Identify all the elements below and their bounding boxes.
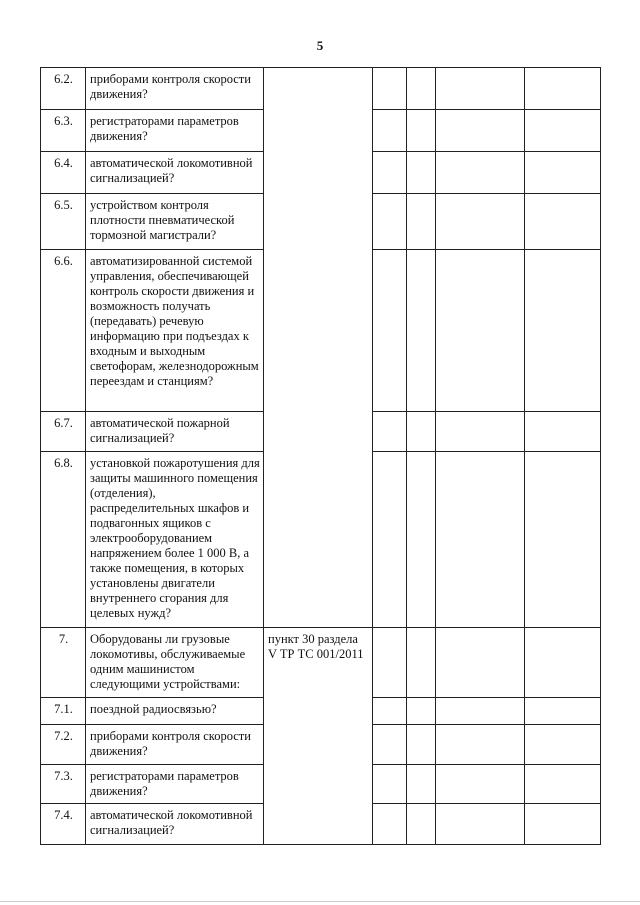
answer-yes-cell[interactable] (373, 698, 407, 725)
notes-cell[interactable] (525, 452, 601, 628)
item-number: 6.4. (41, 152, 86, 194)
page-bottom-edge (0, 901, 640, 902)
answer-na-cell[interactable] (436, 412, 525, 452)
answer-no-cell[interactable] (407, 110, 436, 152)
requirement-text: Оборудованы ли грузовые локомотивы, обслуживаемые одним машинистом следующими устройствами: (86, 628, 264, 698)
notes-cell[interactable] (525, 628, 601, 698)
requirement-text: поездной радиосвязью? (86, 698, 264, 725)
notes-cell[interactable] (525, 152, 601, 194)
notes-cell[interactable] (525, 194, 601, 250)
item-number: 7.3. (41, 765, 86, 804)
requirement-text: автоматической локомотивной сигнализацией? (86, 152, 264, 194)
requirement-text: приборами контроля скорости движения? (86, 725, 264, 765)
answer-na-cell[interactable] (436, 152, 525, 194)
answer-na-cell[interactable] (436, 725, 525, 765)
answer-yes-cell[interactable] (373, 804, 407, 845)
answer-yes-cell[interactable] (373, 194, 407, 250)
notes-cell[interactable] (525, 68, 601, 110)
answer-na-cell[interactable] (436, 110, 525, 152)
page-number: 5 (316, 38, 324, 53)
notes-cell[interactable] (525, 725, 601, 765)
requirement-text: автоматизированной системой управления, обеспечивающей контроль скорости движения и возможность получать (передавать) речевую информацию при подъездах к входным и выходным светофорам, железнодорожным переездам и станциям? (86, 250, 264, 412)
answer-no-cell[interactable] (407, 68, 436, 110)
answer-no-cell[interactable] (407, 698, 436, 725)
reference-cell: пункт 30 раздела V ТР ТС 001/2011 (264, 628, 373, 845)
requirement-text: автоматической локомотивной сигнализацией? (86, 804, 264, 845)
answer-na-cell[interactable] (436, 452, 525, 628)
answer-no-cell[interactable] (407, 725, 436, 765)
checklist-table (40, 67, 601, 845)
requirement-text: устройством контроля плотности пневматической тормозной магистрали? (86, 194, 264, 250)
answer-no-cell[interactable] (407, 452, 436, 628)
answer-yes-cell[interactable] (373, 765, 407, 804)
notes-cell[interactable] (525, 765, 601, 804)
item-number: 6.3. (41, 110, 86, 152)
answer-yes-cell[interactable] (373, 452, 407, 628)
answer-yes-cell[interactable] (373, 68, 407, 110)
answer-na-cell[interactable] (436, 68, 525, 110)
answer-yes-cell[interactable] (373, 250, 407, 412)
item-number: 6.8. (41, 452, 86, 628)
answer-no-cell[interactable] (407, 412, 436, 452)
item-number: 6.2. (41, 68, 86, 110)
reference-cell (264, 68, 373, 628)
answer-yes-cell[interactable] (373, 628, 407, 698)
table-row (41, 628, 601, 698)
notes-cell[interactable] (525, 110, 601, 152)
answer-no-cell[interactable] (407, 804, 436, 845)
answer-yes-cell[interactable] (373, 412, 407, 452)
answer-no-cell[interactable] (407, 152, 436, 194)
requirement-text: приборами контроля скорости движения? (86, 68, 264, 110)
answer-yes-cell[interactable] (373, 725, 407, 765)
requirement-text: регистраторами параметров движения? (86, 110, 264, 152)
item-number: 7.1. (41, 698, 86, 725)
answer-na-cell[interactable] (436, 765, 525, 804)
item-number: 6.6. (41, 250, 86, 412)
answer-na-cell[interactable] (436, 698, 525, 725)
answer-no-cell[interactable] (407, 628, 436, 698)
notes-cell[interactable] (525, 250, 601, 412)
requirement-text: установкой пожаротушения для защиты машинного помещения (отделения), распределительных шкафов и подвагонных ящиков с электрооборудованием напряжением более 1 000 В, а также помещения, в которых установлены двигатели внутреннего сгорания для целевых нужд? (86, 452, 264, 628)
table-row (41, 68, 601, 110)
answer-no-cell[interactable] (407, 765, 436, 804)
answer-yes-cell[interactable] (373, 110, 407, 152)
answer-no-cell[interactable] (407, 250, 436, 412)
notes-cell[interactable] (525, 698, 601, 725)
item-number: 6.7. (41, 412, 86, 452)
answer-na-cell[interactable] (436, 194, 525, 250)
notes-cell[interactable] (525, 804, 601, 845)
answer-no-cell[interactable] (407, 194, 436, 250)
item-number: 6.5. (41, 194, 86, 250)
answer-yes-cell[interactable] (373, 152, 407, 194)
answer-na-cell[interactable] (436, 628, 525, 698)
requirement-text: автоматической пожарной сигнализацией? (86, 412, 264, 452)
answer-na-cell[interactable] (436, 250, 525, 412)
requirement-text: регистраторами параметров движения? (86, 765, 264, 804)
item-number: 7.2. (41, 725, 86, 765)
item-number: 7.4. (41, 804, 86, 845)
notes-cell[interactable] (525, 412, 601, 452)
answer-na-cell[interactable] (436, 804, 525, 845)
item-number: 7. (41, 628, 86, 698)
